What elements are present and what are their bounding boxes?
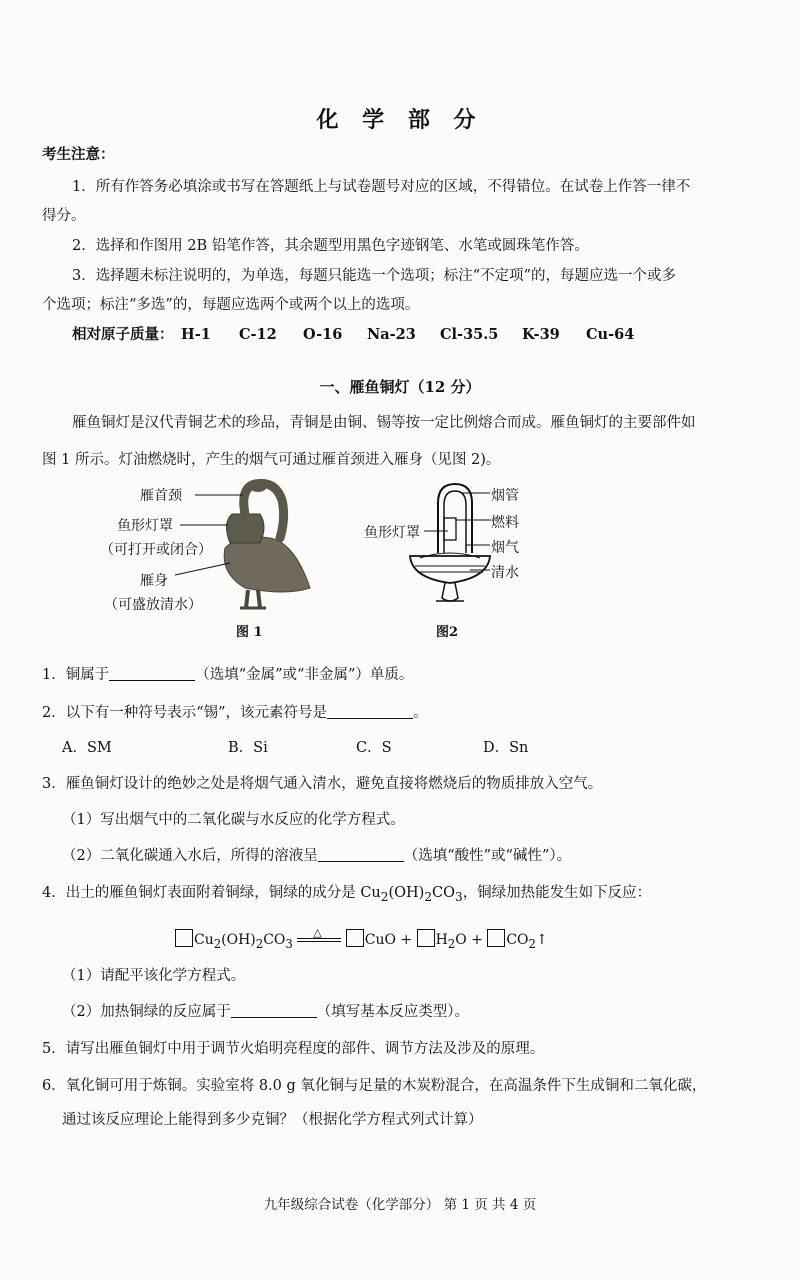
fig2-leader-smoke <box>466 540 492 550</box>
section-intro-line-2: 图 1 所示。灯油燃烧时，产生的烟气可通过雁首颈进入雁身（见图 2)。 <box>42 452 501 468</box>
fig2-leader-pipe <box>462 488 492 498</box>
fig1-label-body-note: （可盛放清水） <box>104 597 202 613</box>
fig2-label-water: 清水 <box>491 565 519 581</box>
question-1: 1．铜属于 （选填“金属”或“非金属”）单质。 <box>42 667 414 683</box>
fig2-leader-shade <box>424 526 450 536</box>
fig1-label-neck: 雁首颈 <box>140 488 182 504</box>
question-4-2: （2）加热铜绿的反应属于 （填写基本反应类型）。 <box>62 1004 469 1020</box>
atomic-mass-o: O-16 <box>303 326 343 343</box>
coefficient-box-2[interactable] <box>346 929 364 947</box>
question-4-1: （1）请配平该化学方程式。 <box>62 968 246 984</box>
fig1-leader-shade <box>180 520 230 530</box>
q2-option-d[interactable]: D．Sn <box>483 740 529 756</box>
atomic-mass-label: 相对原子质量： <box>72 326 174 343</box>
answer-blank-q4-2[interactable] <box>231 1003 317 1018</box>
atomic-mass-cl: Cl-35.5 <box>440 326 499 343</box>
fig2-leader-fuel <box>455 515 493 525</box>
atomic-mass-k: K-39 <box>522 326 560 343</box>
fig2-label-pipe: 烟管 <box>491 488 519 504</box>
fig1-label-shade: 鱼形灯罩 <box>117 518 173 534</box>
fig2-leader-water <box>470 565 492 575</box>
question-3-1: （1）写出烟气中的二氧化碳与水反应的化学方程式。 <box>62 812 405 828</box>
fig1-leader-neck <box>195 490 245 500</box>
figure-2-caption: 图2 <box>436 625 459 640</box>
answer-blank-q1[interactable] <box>109 666 195 681</box>
coefficient-box-4[interactable] <box>487 929 505 947</box>
q2-option-c[interactable]: C．S <box>356 740 392 756</box>
atomic-mass-c: C-12 <box>239 326 277 343</box>
atomic-mass-na: Na-23 <box>367 326 416 343</box>
heating-condition: △ <box>313 926 322 939</box>
figure-1-caption: 图 1 <box>236 625 263 640</box>
notice-item-1-cont: 得分。 <box>42 208 86 224</box>
answer-blank-q3-2[interactable] <box>318 847 404 862</box>
question-4: 4．出土的雁鱼铜灯表面附着铜绿，铜绿的成分是 $Cu_2(OH)_2CO_3$，铜绿加热能发生如下反应： <box>42 885 652 904</box>
fig1-leader-body <box>175 560 235 580</box>
question-5: 5．请写出雁鱼铜灯中用于调节火焰明亮程度的部件、调节方法及涉及的原理。 <box>42 1041 545 1057</box>
q2-option-a[interactable]: A．SM <box>62 740 112 756</box>
question-6: 6．氧化铜可用于炼铜。实验室将 8.0 g 氧化铜与足量的木炭粉混合，在高温条件下生成铜和二氧化碳， <box>42 1078 707 1094</box>
section-intro-line-1: 雁鱼铜灯是汉代青铜艺术的珍品，青铜是由铜、锡等按一定比例熔合而成。雁鱼铜灯的主要部件如 <box>72 415 696 431</box>
notice-item-3: 3．选择题未标注说明的，为单选，每题只能选一个选项；标注“不定项”的，每题应选一个或多 <box>72 268 677 284</box>
question-6-cont: 通过该反应理论上能得到多少克铜？（根据化学方程式列式计算） <box>62 1112 483 1128</box>
atomic-mass-cu: Cu-64 <box>586 326 635 343</box>
reaction-equation: $Cu_2(OH)_2CO_3$ △ CuO + $H_2O$ + $CO_2↑$ <box>175 929 548 953</box>
answer-blank-q2[interactable] <box>327 704 413 719</box>
atomic-mass-h: H-1 <box>181 326 211 343</box>
fig1-label-body: 雁身 <box>140 573 168 589</box>
notice-item-1: 1．所有作答务必填涂或书写在答题纸上与试卷题号对应的区域，不得错位。在试卷上作答一律不 <box>72 179 691 195</box>
page-title: 化 学 部 分 <box>316 107 484 133</box>
notice-item-2: 2．选择和作图用 2B 铅笔作答，其余题型用黑色字迹钢笔、水笔或圆珠笔作答。 <box>72 238 589 254</box>
notice-heading: 考生注意： <box>42 146 115 163</box>
question-3-2: （2）二氧化碳通入水后，所得的溶液呈 （选填“酸性”或“碱性”）。 <box>62 848 572 864</box>
q2-option-b[interactable]: B．Si <box>228 740 268 756</box>
question-2: 2．以下有一种符号表示“锡”，该元素符号是 。 <box>42 705 428 721</box>
coefficient-box-1[interactable] <box>175 929 193 947</box>
fig2-label-shade: 鱼形灯罩 <box>364 525 420 541</box>
coefficient-box-3[interactable] <box>417 929 435 947</box>
fig2-label-fuel: 燃料 <box>491 515 519 531</box>
notice-item-3-cont: 个选项；标注“多选”的，每题应选两个或两个以上的选项。 <box>42 297 420 313</box>
question-3: 3．雁鱼铜灯设计的绝妙之处是将烟气通入清水，避免直接将燃烧后的物质排放入空气。 <box>42 776 603 792</box>
section-heading: 一、雁鱼铜灯（12 分） <box>319 378 481 396</box>
fig2-label-smoke: 烟气 <box>491 540 519 556</box>
page-footer: 九年级综合试卷（化学部分） 第 1 页 共 4 页 <box>263 1197 537 1213</box>
fig1-label-shade-note: （可打开或闭合） <box>100 542 212 558</box>
